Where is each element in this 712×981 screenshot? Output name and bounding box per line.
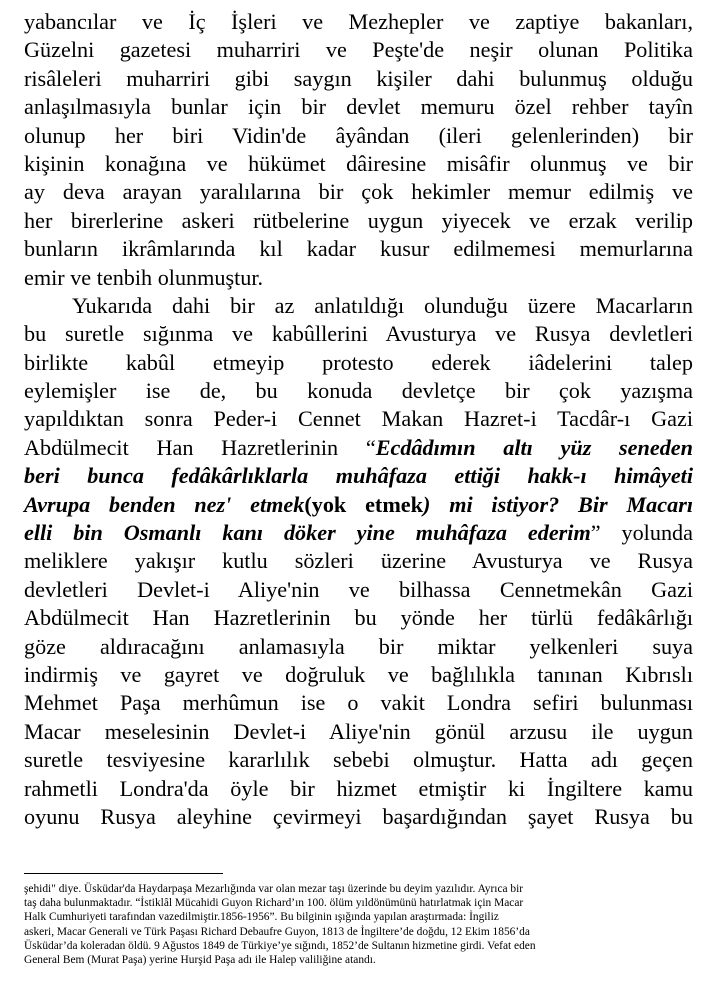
text-line: birlikte kabûl etmeyip protesto ederek iâdelerini talep — [24, 349, 693, 375]
footnote-line: General Bem (Murat Paşa) yerine Hurşid Paşa adı ile Halep valiliğine atandı. — [24, 953, 376, 966]
text-line: kişinin konağına ve hükümet dâiresine misâfir olunmuş ve bir — [24, 150, 693, 176]
text-line: bu suretle sığınma ve kabûllerini Avusturya ve Rusya devletleri — [24, 321, 693, 347]
text-line: anlaşılmasıyla bunlar için bir devlet memuru özel rehber tayîn — [24, 94, 693, 120]
text-line — [24, 434, 693, 462]
text-line: devletleri Devlet-i Aliye'nin ve bilhassa Cennetmekân Gazi — [24, 576, 693, 602]
quote-segment: ) mi istiyor? Bir Macarı — [423, 491, 694, 517]
text-line: olunup her biri Vidin'de âyândan (ileri gelenlerinden) bir — [24, 122, 693, 148]
text-line: Mehmet Paşa merhûmun ise o vakit Londra sefiri bulunması — [24, 690, 693, 716]
quote-line — [24, 519, 693, 547]
text-line: Yukarıda dahi bir az anlatıldığı olunduğu üzere Macarların — [72, 292, 693, 318]
quote-segment: Avrupa benden nez' etmek — [24, 491, 305, 517]
footnote — [24, 882, 693, 967]
quote-segment: elli bin Osmanlı kanı döker yine muhâfaza ederim — [24, 520, 591, 546]
footnote-separator — [24, 873, 223, 874]
text-line: rahmetli Londra'da öyle bir hizmet etmiştir ki İngiltere kamu — [24, 775, 693, 801]
text-line: yapıldıktan sonra Peder-i Cennet Makan Hazret-i Tacdâr-ı Gazi — [24, 406, 693, 432]
text-line: emir ve tenbih olunmuştur. — [24, 264, 264, 290]
text-line: meliklere yakışır kutlu sözleri üzerine Avusturya ve Rusya — [24, 548, 693, 574]
footnote-line: askeri, Macar Generali ve Türk Paşası Richard Debaufre Guyon, 1813 de İngiltere’de doğdu, 12 Ekim 1856’da — [24, 925, 530, 938]
text-line: yabancılar ve İç İşleri ve Mezhepler ve zaptiye bakanları, — [24, 9, 693, 34]
text-line: oyunu Rusya aleyhine çevirmeyi başardığından şayet Rusya bu — [24, 803, 693, 829]
text-line: ay deva arayan yaralılarına bir çok hekimler memur edilmiş ve — [24, 179, 693, 205]
text-segment: ” yolunda — [590, 520, 693, 546]
footnote-line: Halk Cumhuriyeti tarafından vazedilmiştir.1856-1956”. Bu bilginin ışığında yapılan araştırmada: İngiliz — [24, 911, 499, 924]
footnote-line: Üsküdar’da koleradan öldü. 9 Ağustos 1849 de Türkiye’ye sığındı, 1852’de Sultanın hizmetine girdi. Vefat eden — [24, 939, 536, 952]
text-line: eylemişler ise de, bu konuda devletçe bir çok yazışma — [24, 378, 693, 404]
text-line: her birerlerine askeri rütbelerine uygun yiyecek ve erzak verilip — [24, 207, 693, 233]
text-line: Güzelni gazetesi muharriri ve Peşte'de neşir olunan Politika — [24, 37, 693, 63]
text-line: indirmiş ve gayret ve doğruluk ve bağlılıkla tanınan Kıbrıslı — [24, 661, 693, 687]
quote-line: beri bunca fedâkârlıklarla muhâfaza ettiği hakk-ı himâyeti — [24, 463, 693, 489]
text-line: göze aldıracağını anlamasıyla bir miktar yelkenleri suya — [24, 633, 693, 659]
text-line: bunların ikrâmlarında kıl kadar kusur edilmemesi memurlarına — [24, 236, 693, 262]
text-line: Macar meselesinin Devlet-i Aliye'nin gönül arzusu ile uygun — [24, 718, 693, 744]
gloss-segment: (yok etmek — [304, 491, 423, 517]
text-line: risâleleri muharriri gibi saygın kişiler dahi bulunmuş olduğu — [24, 65, 693, 91]
footnote-line: taş daha bulunmaktadır. “İstiklâl Mücahidi Guyon Richard’ın 100. ölüm yıldönümünü hatırlatmak için Macar — [24, 897, 524, 910]
text-line: suretle tesviyesine kararlılık sebebi olmuştur. Hatta adı geçen — [24, 747, 693, 773]
quote-segment: Ecdâdımın altı yüz seneden — [375, 434, 693, 460]
text-segment: Abdülmecit Han Hazretlerinin “ — [24, 434, 376, 460]
quote-line — [24, 491, 693, 519]
text-line: Abdülmecit Han Hazretlerinin bu yönde her türlü fedâkârlığı — [24, 605, 693, 631]
footnote-line: şehidi" diye. Üsküdar'da Haydarpaşa Mezarlığında var olan mezar taşı üzerinde bu deyim yazılıdır. Ayrıca bir — [24, 883, 524, 895]
body-text — [24, 8, 693, 831]
